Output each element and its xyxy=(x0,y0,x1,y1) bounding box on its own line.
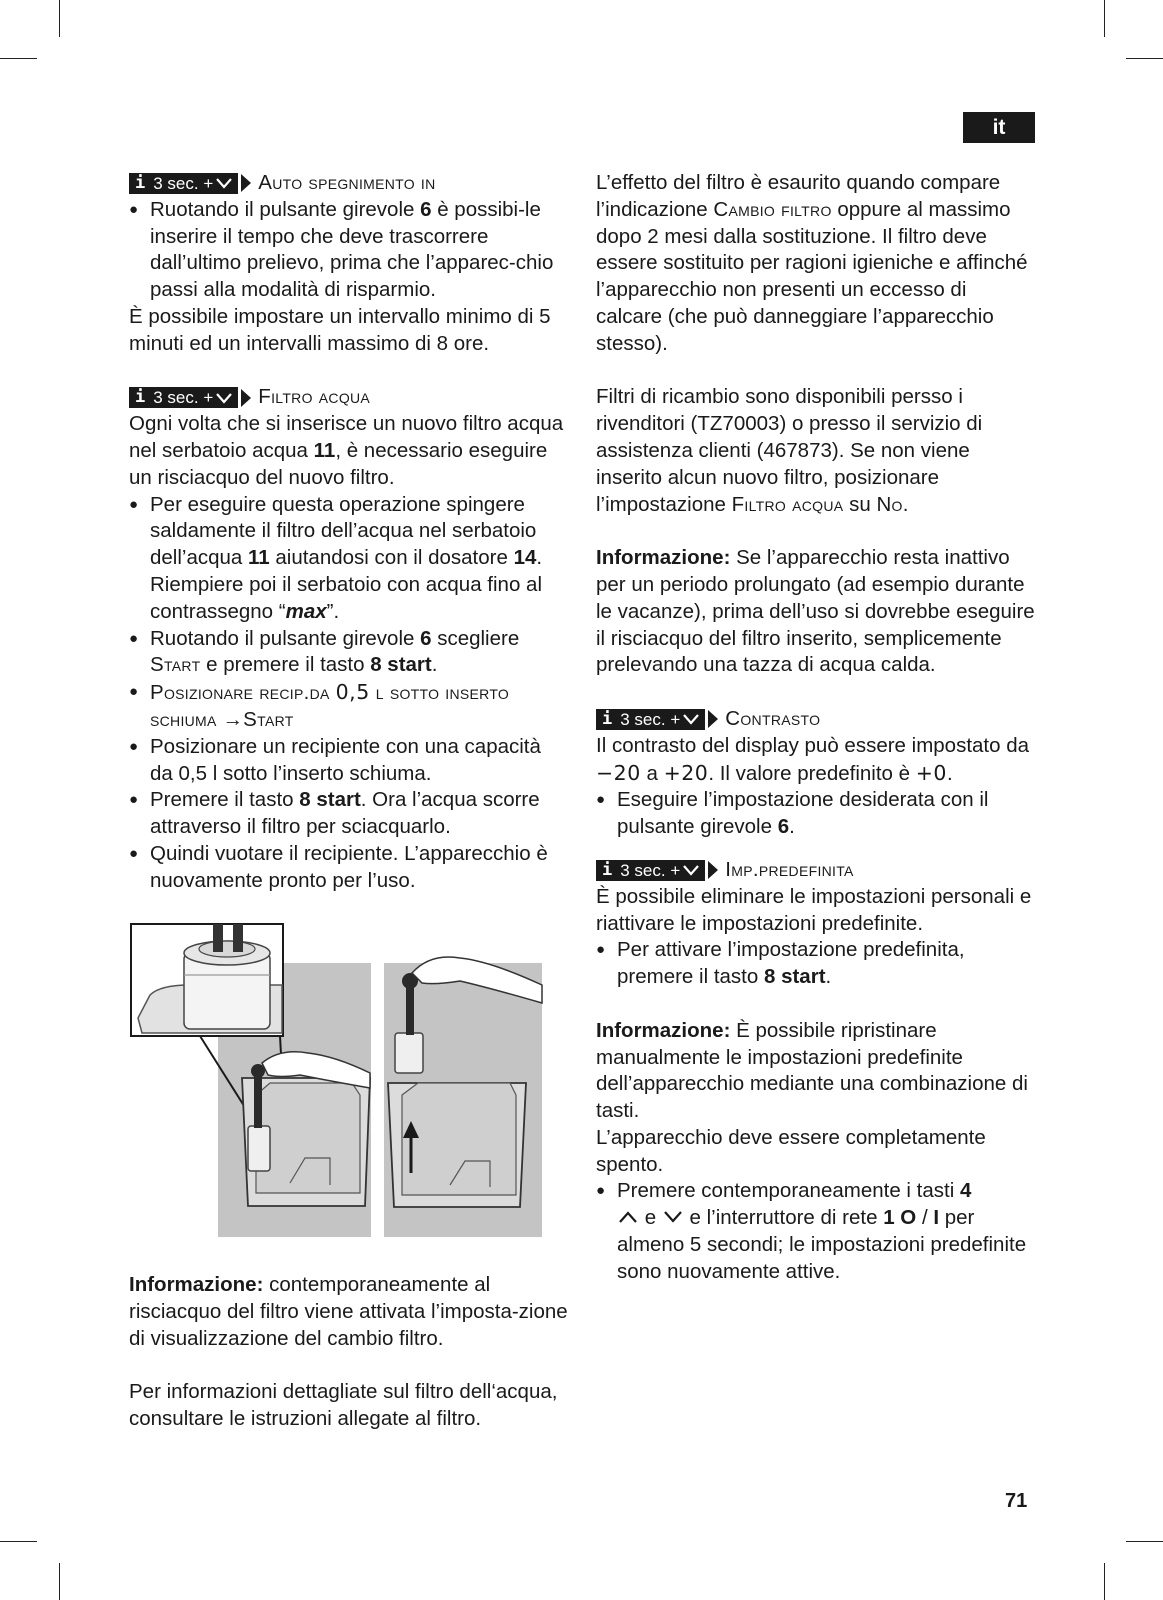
info-key-icon: i xyxy=(602,859,613,880)
paragraph: Ogni volta che si inserisce un nuovo filtro acqua nel serbatoio acqua 11, è necessario eseguire un risciacquo del nuovo filtro. xyxy=(129,412,564,489)
triangle-right-icon xyxy=(241,174,251,192)
bullet-list xyxy=(129,492,569,895)
triangle-right-icon xyxy=(708,861,718,879)
crop-mark xyxy=(1126,1541,1163,1542)
menu-title: Auto spegnimento in xyxy=(258,171,436,194)
menu-title: Imp.predefinita xyxy=(725,857,854,881)
info-key-icon: i xyxy=(135,172,146,193)
info-key-icon: i xyxy=(602,708,613,729)
chevron-down-icon xyxy=(215,177,233,189)
crop-mark xyxy=(1104,1563,1105,1600)
menu-heading-auto-off xyxy=(129,170,569,197)
paragraph: È possibile eliminare le impostazioni personali e riattivare le impostazioni predefinite. xyxy=(596,884,1032,935)
page-number: 71 xyxy=(1005,1490,1028,1512)
chevron-down-icon xyxy=(215,392,233,404)
paragraph: Il contrasto del display può essere impostato da −20 a +20. Il valore predefinito è +0. xyxy=(596,733,1030,785)
right-column xyxy=(596,170,1036,1286)
menu-key-badge: i 3 sec. + xyxy=(596,860,705,881)
list-item: ● Ruotando il pulsante girevole 6 è possibi-le inserire il tempo che deve trascorrere dall’ultimo prelievo, prima che l’apparec-chio passi alla modalità di risparmio. xyxy=(129,197,569,304)
paragraph: L’apparecchio deve essere completamente spento. xyxy=(596,1125,986,1176)
list-item: ● Eseguire l’impostazione desiderata con il pulsante girevole 6. xyxy=(596,787,1036,841)
menu-heading-defaults xyxy=(596,857,1036,884)
crop-mark xyxy=(0,58,37,59)
bullet-list xyxy=(596,937,1036,991)
chevron-down-icon xyxy=(682,713,700,725)
list-item: ● Posizionare un recipiente con una capacità da 0,5 l sotto l’inserto schiuma. xyxy=(129,734,569,788)
triangle-right-icon xyxy=(241,389,251,407)
crop-mark xyxy=(59,1563,60,1600)
menu-heading-contrast xyxy=(596,706,1036,733)
list-item: ● Quindi vuotare il recipiente. L’apparecchio è nuovamente pronto per l’uso. xyxy=(129,841,569,895)
crop-mark xyxy=(59,0,60,37)
menu-key-badge: i 3 sec. + xyxy=(596,709,705,730)
info-key-icon: i xyxy=(135,387,146,408)
bullet-list xyxy=(596,787,1036,841)
language-tab: it xyxy=(963,112,1035,143)
menu-title: Filtro acqua xyxy=(258,385,371,409)
list-item: ● Posizionare recip.da 0,5 l sotto inserto schiuma →Start xyxy=(129,679,569,734)
menu-key-badge: i 3 sec. + xyxy=(129,387,238,408)
chevron-down-icon xyxy=(662,1210,684,1224)
bullet-list xyxy=(596,1178,1036,1285)
paragraph: Filtri di ricambio sono disponibili persso i rivenditori (TZ70003) o presso il servizio di assistenza clienti (467873). Se non viene inserito alcun nuovo filtro, posizionare l’impostazione Filtro acqua su No. xyxy=(596,385,983,516)
left-column xyxy=(129,170,569,895)
info-paragraph: Informazione: È possibile ripristinare manualmente le impostazioni predefinite dell’apparecchio mediante una combinazione di tasti. xyxy=(596,1018,1028,1123)
crop-mark xyxy=(1104,0,1105,37)
chevron-down-icon xyxy=(682,864,700,876)
bullet-list xyxy=(129,197,569,304)
list-item: ● Premere il tasto 8 start. Ora l’acqua scorre attraverso il filtro per sciacquarlo. xyxy=(129,787,569,841)
paragraph: È possibile impostare un intervallo minimo di 5 minuti ed un intervalli massimo di 8 ore. xyxy=(129,304,551,355)
left-column-bottom xyxy=(129,1272,569,1433)
paragraph: L’effetto del filtro è esaurito quando compare l’indicazione Cambio filtro oppure al massimo dopo 2 mesi dalla sostituzione. Il filtro deve essere sostituito per ragioni igieniche e affinché l’apparecchio non presenti un eccesso di calcare (che può danneggiare l’apparecchio stesso). xyxy=(596,171,1028,355)
filter-insertion-illustration xyxy=(130,923,543,1238)
triangle-right-icon xyxy=(708,710,718,728)
list-item: ● Ruotando il pulsante girevole 6 scegliere Start e premere il tasto 8 start. xyxy=(129,626,569,680)
menu-key-badge: i 3 sec. + xyxy=(129,173,238,194)
list-item: ● Premere contemporaneamente i tasti 4 e e l’interruttore di rete 1 O / I per almeno 5 secondi; le impostazioni predefinite sono nuovamente attive. xyxy=(596,1178,1036,1285)
menu-title: Contrasto xyxy=(725,706,821,730)
list-item: ● Per attivare l’impostazione predefinita, premere il tasto 8 start. xyxy=(596,937,1036,991)
menu-heading-filter xyxy=(129,384,569,411)
list-item: ● Per eseguire questa operazione spingere saldamente il filtro dell’acqua nel serbatoio dell’acqua 11 aiutandosi con il dosatore 14. Riempiere poi il serbatoio con acqua fino al contrassegno “max”. xyxy=(129,492,569,626)
paragraph: Per informazioni dettagliate sul filtro dell‘acqua, consultare le istruzioni allegate al filtro. xyxy=(129,1380,558,1430)
crop-mark xyxy=(0,1541,37,1542)
crop-mark xyxy=(1126,58,1163,59)
info-paragraph: Informazione: Se l’apparecchio resta inattivo per un periodo prolungato (ad esempio durante le vacanze), prima dell’uso si dovrebbe eseguire il risciacquo del filtro inserito, semplicemente prelevando una tazza di acqua calda. xyxy=(596,546,1035,677)
chevron-up-icon xyxy=(617,1210,639,1224)
info-paragraph: Informazione: contemporaneamente al risciacquo del filtro viene attivata l’imposta-zione di visualizzazione del cambio filtro. xyxy=(129,1273,568,1350)
